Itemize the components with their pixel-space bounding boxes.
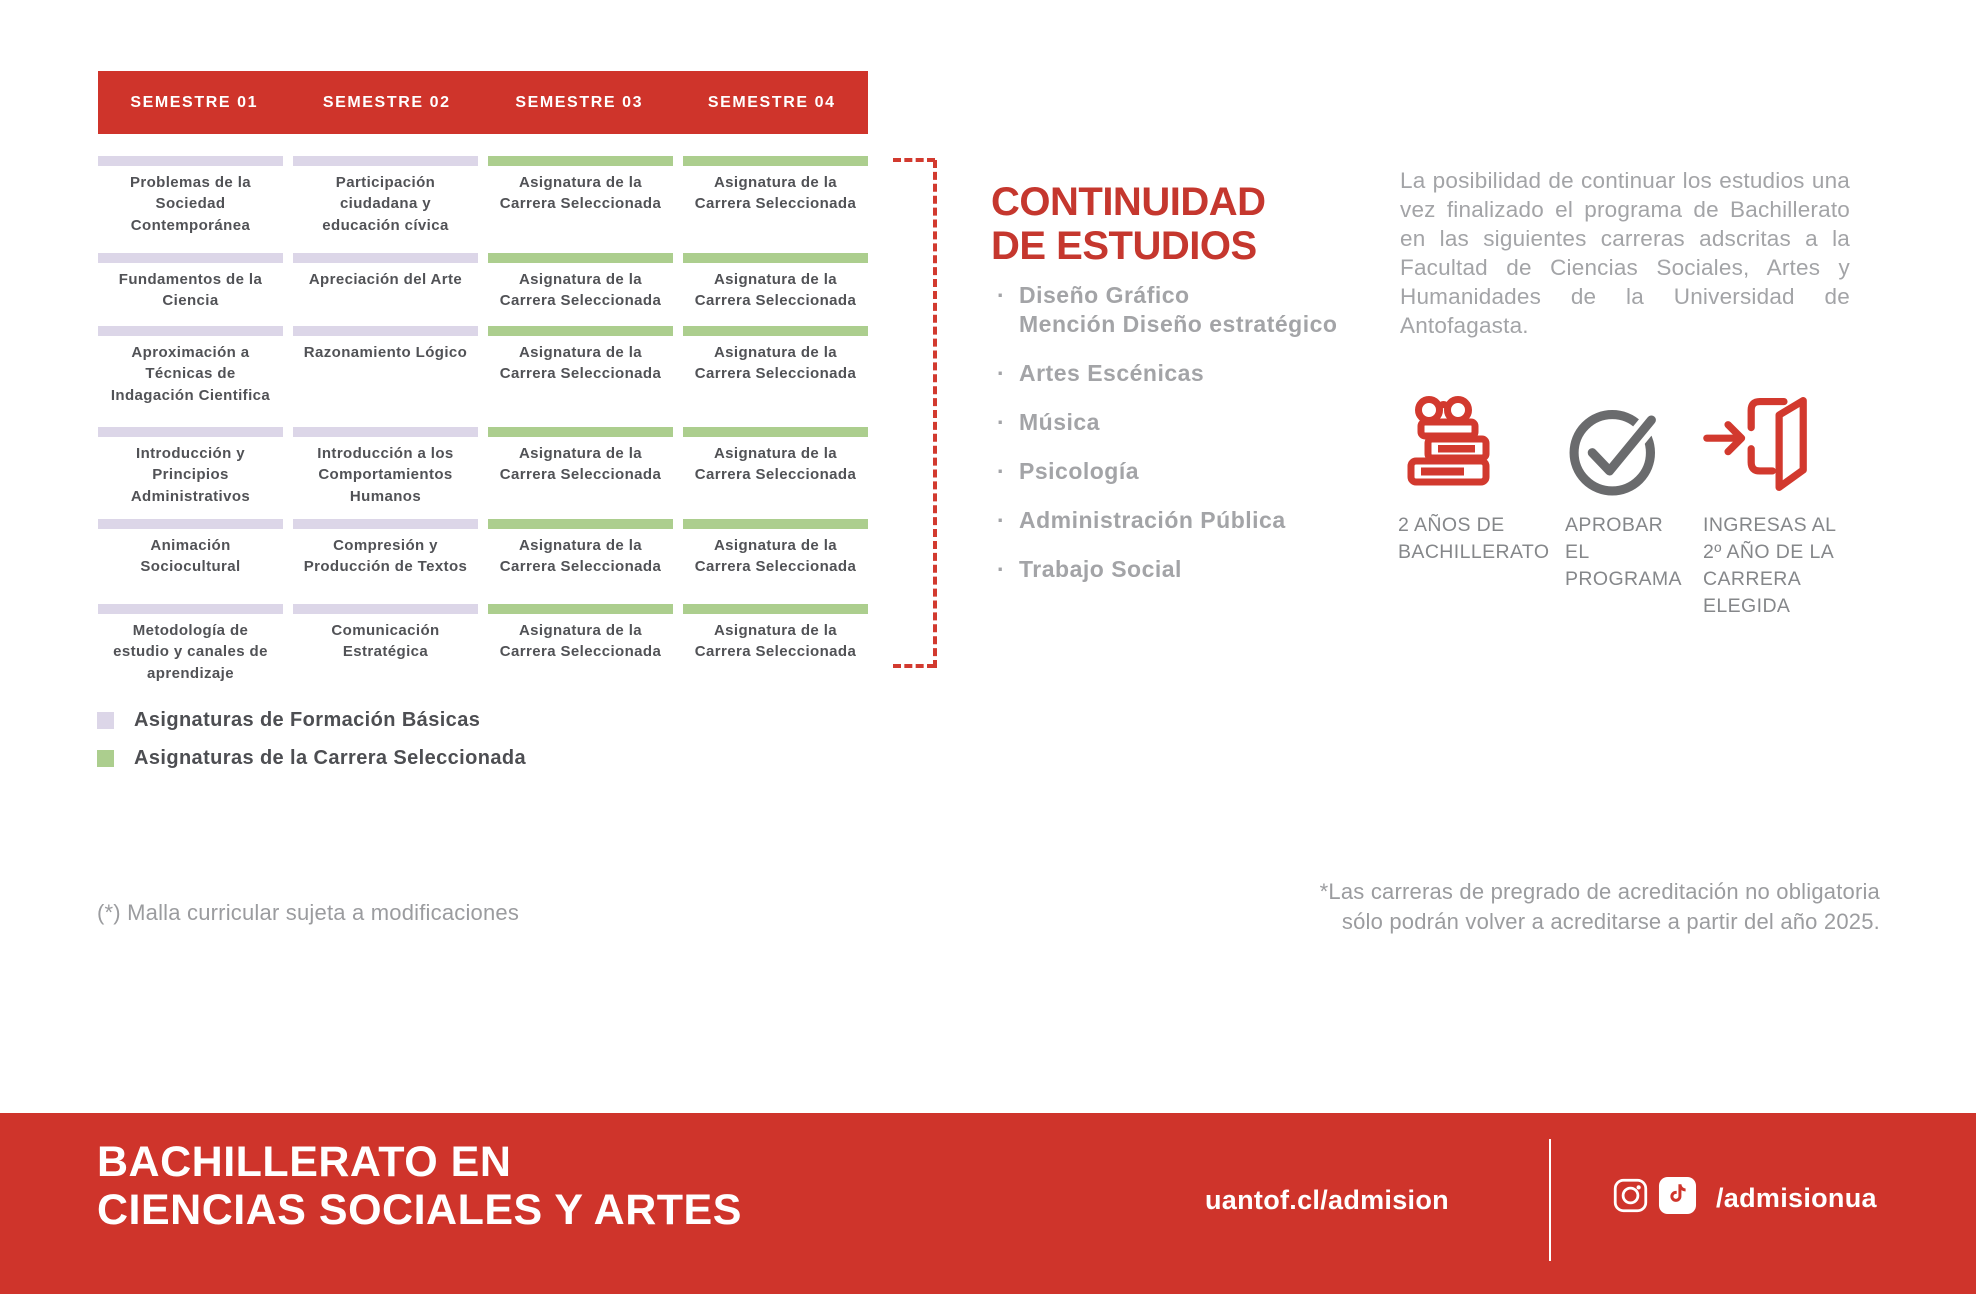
course-cell [293,253,478,326]
course-cell [98,604,283,684]
curriculum-table [98,71,868,682]
course-name: Fundamentos de la Ciencia [118,271,263,310]
books-glasses-icon [1398,385,1558,500]
curriculum-rows [98,156,868,682]
course-type-strip [293,427,478,437]
program-title [97,1138,742,1234]
course-type-strip [683,519,868,529]
course-type-strip [293,253,478,263]
legend-row-selected [97,747,526,770]
legend-label: Asignaturas de Formación Básicas [134,709,481,731]
bullet: · [997,409,1006,435]
course-type-strip [683,604,868,614]
program-title-line1: BACHILLERATO EN [97,1138,512,1186]
course-cell [488,253,673,326]
course-name: Asignatura de la Carrera Seleccionada [499,174,662,213]
bullet: · [997,507,1006,533]
semester-01-header: SEMESTRE 01 [130,93,259,111]
curriculum-row [98,253,868,326]
course-type-strip [683,427,868,437]
course-cell [488,519,673,604]
course-cell [488,156,673,253]
step-bachillerato [1398,385,1558,566]
bullet: · [997,458,1006,484]
curriculum-row [98,519,868,604]
course-name: Apreciación del Arte [308,271,463,288]
course-type-strip [98,427,283,437]
check-circle-icon [1565,385,1700,500]
continuity-title-line1: CONTINUIDAD [991,180,1266,224]
career-item [997,408,1337,437]
semester-02-header: SEMESTRE 02 [322,93,451,111]
course-cell [98,427,283,519]
course-cell [293,519,478,604]
bracket-top-arm [893,158,935,162]
course-type-strip [683,156,868,166]
course-name: Asignatura de la Carrera Seleccionada [694,537,857,576]
continuity-title-line2: DE ESTUDIOS [991,224,1257,268]
careers-list [997,281,1337,584]
course-cell [293,604,478,684]
course-cell [488,427,673,519]
course-name: Asignatura de la Carrera Seleccionada [694,622,857,661]
accreditation-footnote-line1: *Las carreras de pregrado de acreditación no obligatoria [1319,879,1880,904]
semester-03-header: SEMESTRE 03 [515,93,644,111]
tiktok-icon [1658,1176,1697,1220]
bracket-vertical-line [933,160,937,668]
course-cell [293,427,478,519]
program-title-line2: CIENCIAS SOCIALES Y ARTES [97,1186,742,1234]
course-name: Introducción a los Comportamientos Humanos [317,445,454,505]
step-caption: INGRESAS AL 2º AÑO DE LA CARRERA ELEGIDA [1703,514,1837,617]
course-cell [293,156,478,253]
course-cell [683,604,868,684]
accreditation-footnote [1320,877,1880,937]
basic-course-swatch [97,712,114,729]
course-type-strip [293,156,478,166]
footer-divider [1549,1139,1551,1261]
course-name: Aproximación a Técnicas de Indagación Cientifica [110,344,271,404]
curriculum-row [98,156,868,253]
continuity-description: La posibilidad de continuar los estudios una vez finalizado el programa de Bachillerato en las siguientes carreras adscritas a la Facultad de Ciencias Sociales, Artes y Humanidades de la Universidad de Antofagasta. [1400,168,1850,338]
course-cell [488,326,673,427]
social-handle: /admisionua [1716,1182,1877,1213]
course-type-strip [683,253,868,263]
course-name: Problemas de la Sociedad Contemporánea [129,174,252,234]
career-name: Psicología [1019,458,1140,484]
course-name: Asignatura de la Carrera Seleccionada [694,174,857,213]
course-type-strip [488,604,673,614]
course-name: Asignatura de la Carrera Seleccionada [499,344,662,383]
course-cell [98,156,283,253]
course-name: Asignatura de la Carrera Seleccionada [499,445,662,484]
course-type-strip [293,604,478,614]
course-type-strip [488,253,673,263]
legend [97,709,526,785]
course-cell [98,326,283,427]
course-type-strip [488,519,673,529]
legend-label: Asignaturas de la Carrera Seleccionada [134,747,527,769]
course-name: Participación ciudadana y educación cívica [322,174,449,234]
career-name: Administración Pública [1019,507,1286,533]
bracket-bottom-arm [893,664,935,668]
social-row [1612,1176,1877,1220]
step-ingreso [1703,385,1893,620]
course-name: Metodología de estudio y canales de aprendizaje [113,622,268,682]
course-type-strip [293,519,478,529]
course-type-strip [98,604,283,614]
curriculum-footnote: (*) Malla curricular sujeta a modificaciones [97,900,520,925]
course-name: Asignatura de la Carrera Seleccionada [499,622,662,661]
course-name: Razonamiento Lógico [303,344,468,361]
course-name: Comunicación Estratégica [331,622,440,661]
course-name: Introducción y Principios Administrativos [130,445,251,505]
door-enter-icon [1703,385,1893,500]
career-name: Diseño Gráfico Mención Diseño estratégico [1019,282,1338,337]
course-type-strip [98,156,283,166]
course-type-strip [98,326,283,336]
step-aprobar [1565,385,1700,593]
career-item [997,506,1337,535]
course-cell [683,156,868,253]
career-item [997,359,1337,388]
semester-header-bar [98,71,868,134]
course-cell [683,326,868,427]
course-cell [98,253,283,326]
course-name: Compresión y Producción de Textos [303,537,468,576]
course-name: Asignatura de la Carrera Seleccionada [499,537,662,576]
course-type-strip [98,253,283,263]
course-cell [683,519,868,604]
career-item [997,457,1337,486]
bullet: · [997,360,1006,386]
career-name: Trabajo Social [1019,556,1182,582]
course-name: Asignatura de la Carrera Seleccionada [694,344,857,383]
instagram-icon [1612,1177,1649,1219]
course-name: Asignatura de la Carrera Seleccionada [694,445,857,484]
bullet: · [997,282,1006,308]
legend-row-basic [97,709,526,732]
curriculum-row [98,427,868,519]
course-type-strip [98,519,283,529]
course-cell [293,326,478,427]
continuity-title [991,180,1265,268]
bullet: · [997,556,1006,582]
selected-course-swatch [97,750,114,767]
career-item [997,281,1337,339]
course-type-strip [293,326,478,336]
career-name: Artes Escénicas [1019,360,1205,386]
course-cell [98,519,283,604]
career-name: Música [1019,409,1100,435]
accreditation-footnote-line2: sólo podrán volver a acreditarse a partir del año 2025. [1341,909,1880,934]
course-name: Asignatura de la Carrera Seleccionada [499,271,662,310]
step-caption: APROBAR EL PROGRAMA [1565,514,1682,590]
curriculum-row [98,604,868,682]
course-cell [683,253,868,326]
course-type-strip [683,326,868,336]
course-type-strip [488,326,673,336]
course-cell [683,427,868,519]
course-name: Animación Sociocultural [140,537,241,576]
course-name: Asignatura de la Carrera Seleccionada [694,271,857,310]
semester-04-header: SEMESTRE 04 [707,93,836,111]
curriculum-row [98,326,868,427]
step-caption: 2 AÑOS DE BACHILLERATO [1398,514,1550,563]
footer-band [0,1113,1976,1294]
career-item [997,555,1337,584]
course-type-strip [488,427,673,437]
course-type-strip [488,156,673,166]
admission-url: uantof.cl/admision [1205,1185,1449,1215]
course-cell [488,604,673,684]
